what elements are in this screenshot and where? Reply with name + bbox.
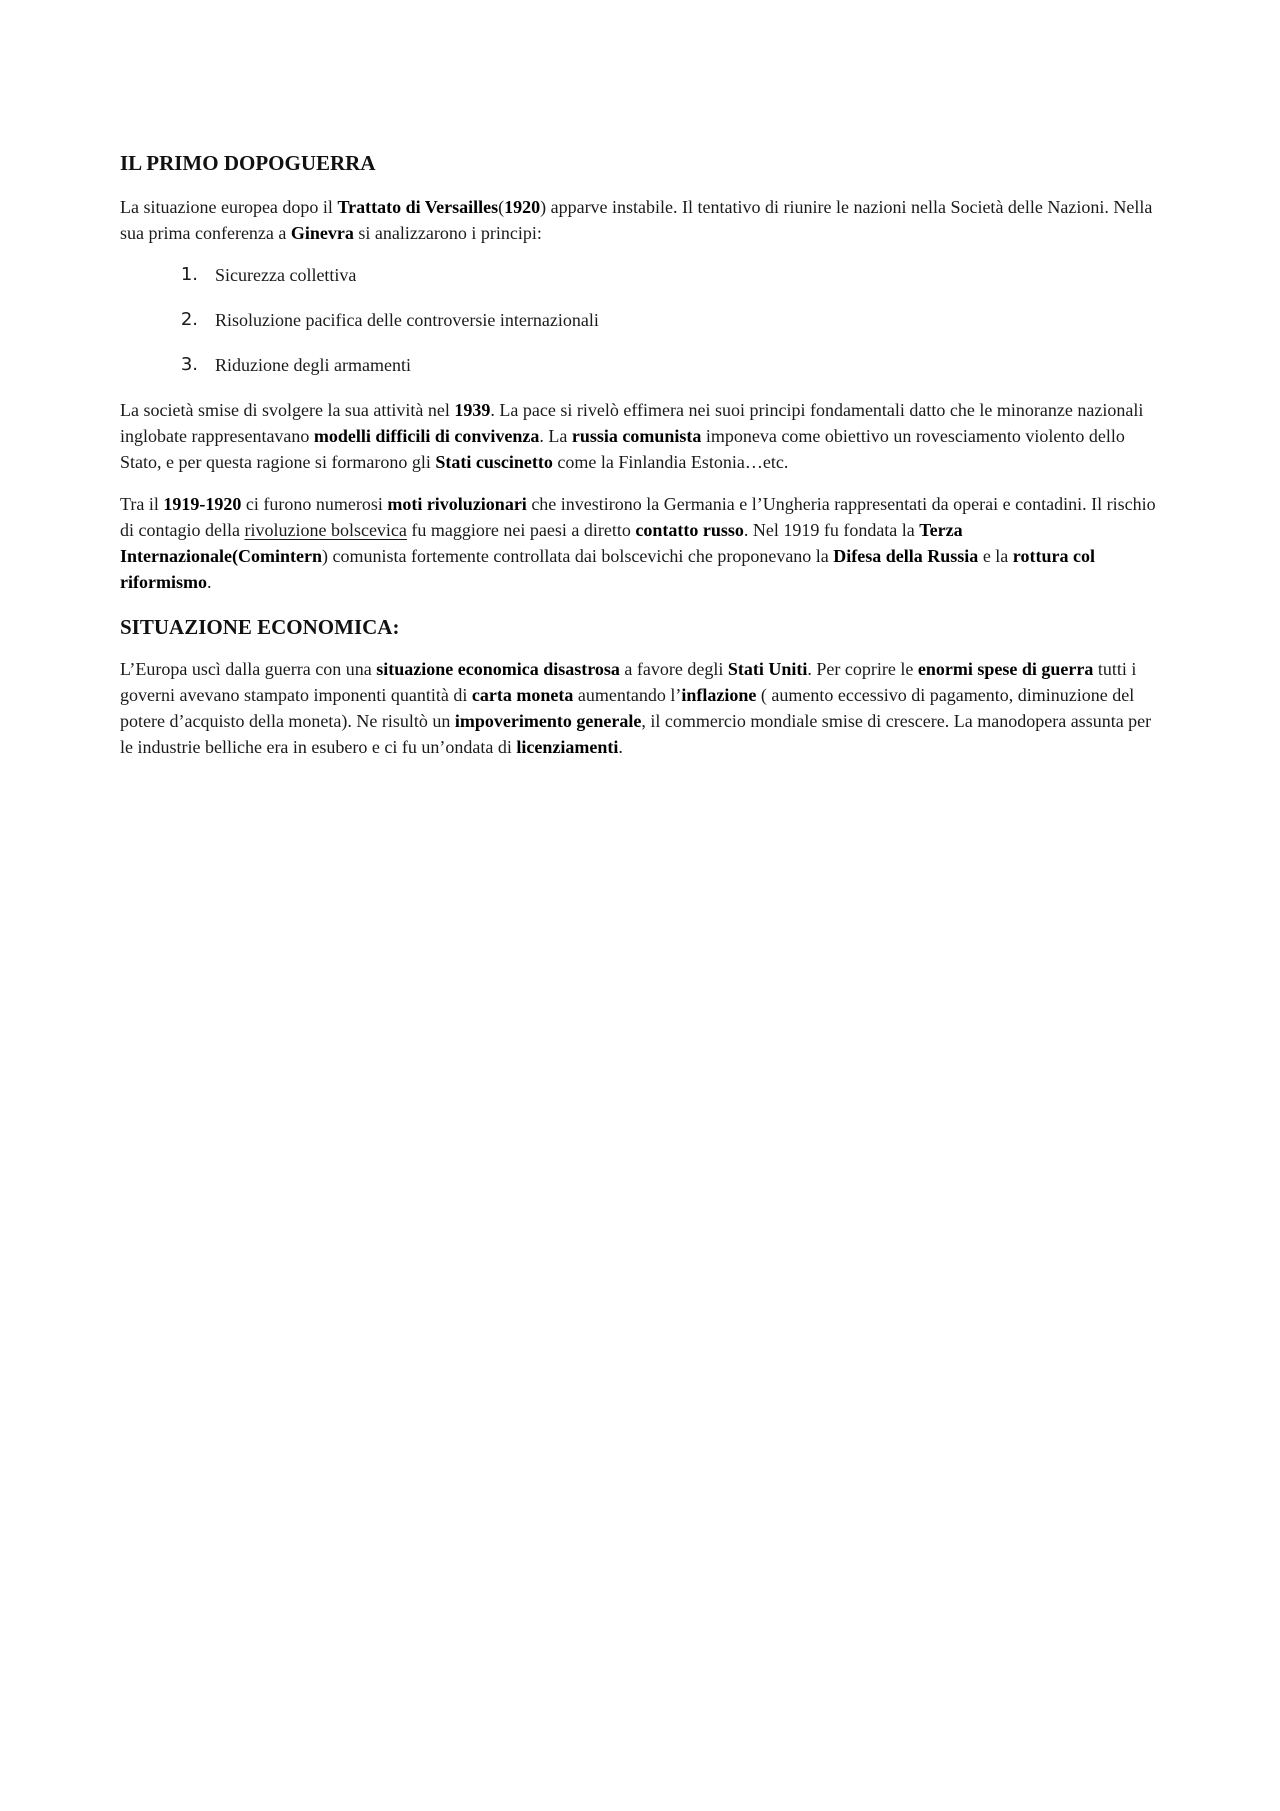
bold-term: Stati Uniti — [727, 659, 808, 679]
list-item-text: Risoluzione pacifica delle controversie internazionali — [215, 310, 599, 330]
bold-term: Stati cuscinetto — [435, 452, 553, 472]
list-item-text: Sicurezza collettiva — [215, 265, 357, 285]
bold-term: rottura col riformismo — [120, 546, 1095, 592]
list-number: 2. — [180, 309, 198, 330]
text-run: tutti i governi avevano stampato imponenti quantità di — [120, 659, 1137, 705]
text-run: ) apparve instabile. Il tentativo di riunire le nazioni nella Società delle Nazioni. Nella sua prima conferenza a — [120, 197, 1153, 243]
bold-term: 1939 — [454, 400, 491, 420]
document-page — [120, 150, 1160, 776]
list-item — [120, 307, 1160, 333]
text-run: a favore degli — [619, 659, 728, 679]
text-run: si analizzarono i principi: — [353, 223, 542, 243]
bold-term: licenziamenti — [516, 737, 619, 757]
bold-term: impoverimento generale — [454, 711, 642, 731]
paragraph-moti — [120, 491, 1160, 595]
bold-term: contatto russo — [635, 520, 744, 540]
text-run: che investirono la Germania e l’Ungheria rappresentati da operai e contadini. Il rischio di contagio della — [120, 494, 1156, 540]
bold-term: moti rivoluzionari — [387, 494, 527, 514]
list-item — [120, 262, 1160, 288]
text-run: ci furono numerosi — [241, 494, 388, 514]
text-run: e la — [978, 546, 1013, 566]
text-run: ( — [498, 197, 505, 217]
bold-term: carta moneta — [471, 685, 574, 705]
paragraph-versailles — [120, 194, 1160, 246]
text-run: . Nel 1919 fu fondata la — [743, 520, 920, 540]
text-run: . La pace si rivelò effimera nei suoi principi fondamentali datto che le minoranze nazionali inglobate rappresentavano — [120, 400, 1144, 446]
text-run: fu maggiore nei paesi a diretto — [406, 520, 636, 540]
bold-term: inflazione — [681, 685, 757, 705]
text-run: Tra il — [120, 494, 164, 514]
bold-term: situazione economica disastrosa — [376, 659, 620, 679]
bold-term: 1920 — [504, 197, 541, 217]
section-heading-economica: SITUAZIONE ECONOMICA: — [120, 615, 400, 639]
text-run: , il commercio mondiale smise di crescere. La manodopera assunta per le industrie belliche era in esubero e ci fu un’ondata di — [120, 711, 1152, 757]
list-item — [120, 352, 1160, 378]
bold-term: 1919-1920 — [163, 494, 242, 514]
text-run: . Per coprire le — [807, 659, 918, 679]
underlined-term: rivoluzione bolscevica — [244, 520, 407, 540]
list-number: 1. — [180, 264, 198, 285]
text-run: . — [618, 737, 623, 757]
paragraph-economia — [120, 656, 1160, 760]
bold-term: enormi spese di guerra — [917, 659, 1094, 679]
list-number: 3. — [180, 354, 198, 375]
text-run: . La — [539, 426, 572, 446]
list-item-text: Riduzione degli armamenti — [215, 355, 411, 375]
bold-term: Ginevra — [290, 223, 354, 243]
text-run: . — [206, 572, 212, 592]
bold-term: Terza Internazionale(Comintern — [120, 520, 963, 566]
principles-list — [120, 262, 1160, 378]
text-run: L’Europa uscì dalla guerra con una — [120, 659, 377, 679]
text-run: imponeva come obiettivo un rovesciamento violento dello Stato, e per questa ragione si formarono gli — [120, 426, 1125, 472]
bold-term: modelli difficili di convivenza — [313, 426, 540, 446]
text-run: aumentando l’ — [573, 685, 682, 705]
bold-term: russia comunista — [571, 426, 702, 446]
text-run: ) comunista fortemente controllata dai bolscevichi che proponevano la — [321, 546, 834, 566]
text-run: ( aumento eccessivo di pagamento, diminuzione del potere d’acquisto della moneta). Ne risultò un — [120, 685, 1135, 731]
text-run: La situazione europea dopo il — [120, 197, 338, 217]
text-run: La società smise di svolgere la sua attività nel — [120, 400, 455, 420]
page-title: IL PRIMO DOPOGUERRA — [120, 151, 376, 175]
bold-term: Trattato di Versailles — [337, 197, 499, 217]
text-run: come la Finlandia Estonia…etc. — [552, 452, 789, 472]
paragraph-societa — [120, 397, 1160, 475]
bold-term: Difesa della Russia — [833, 546, 979, 566]
